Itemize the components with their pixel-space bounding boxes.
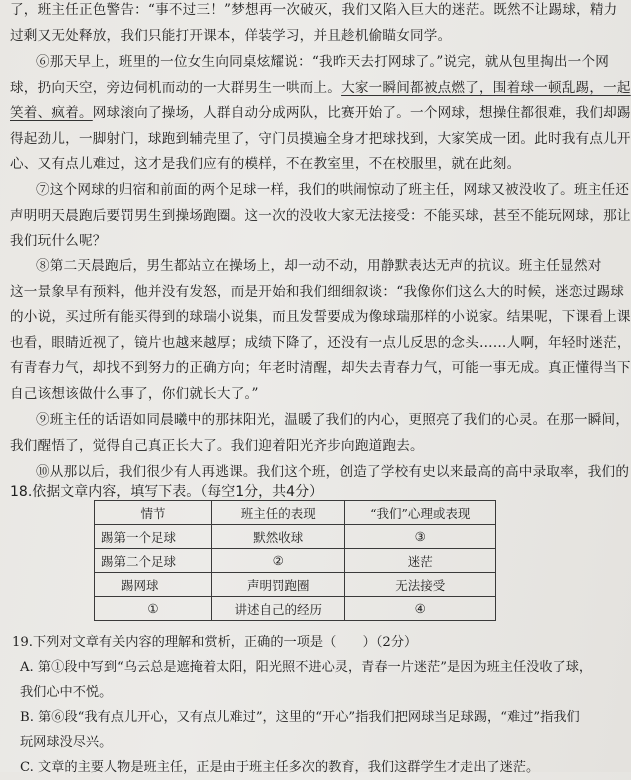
paragraph-9 <box>10 408 630 459</box>
table-row <box>95 597 496 621</box>
text-line: 这一景象早有预料，他并没有发怒，而是开始和我们细细叙谈：“我像你们这么大的时候，迷恋过踢球 <box>10 283 625 300</box>
text-span: 球，扔向天空，旁边伺机而动的一大群男生一哄而上。 <box>10 79 342 96</box>
question-19-prompt: 19.下列对文章有关内容的理解和赏析，正确的一项是（ ）（2分） <box>12 635 418 650</box>
text-line: 我们玩什么呢？ <box>10 233 107 250</box>
table-row <box>95 549 496 573</box>
answer-table <box>94 500 496 621</box>
paragraph-7 <box>10 178 631 255</box>
table-cell: 踢第一个足球 <box>95 525 212 549</box>
text-line: ⑧第二天晨跑后，男生都站立在操场上，却一动不动，用静默表达无声的抗议。班主任显然对 <box>36 258 602 274</box>
text-line: 自己该想该做什么事了，你们就长大了。” <box>10 385 259 402</box>
question-18-prompt: 18.依据文章内容，填写下表。（每空1分，共4分） <box>10 484 324 500</box>
text-line: 过剩又无处释放，我们只能打开课本，佯装学习，并且趁机偷瞄女同学。 <box>10 27 452 44</box>
table-row <box>95 525 496 549</box>
table-row <box>95 573 496 597</box>
table-cell: 默然收球 <box>211 525 345 549</box>
text-line: 心、又有点儿难过，这才是我们应有的模样，不在教室里，不在校服里，就在此刻。 <box>10 156 521 173</box>
text-line: ⑥那天早上，班里的一位女生向同桌炫耀说：“我昨天去打网球了。”说完，就从包里掏出一个网 <box>36 54 610 70</box>
text-line: 我们醒悟了，觉得自己真正长大了。我们迎着阳光齐步向跑道跑去。 <box>10 437 424 454</box>
text-line: 的小说，买过所有能买得到的球瑞小说集，而且发誓要成为像球瑞那样的小说家。结果呢，下课看上课 <box>10 309 631 326</box>
paragraph-8 <box>10 254 631 408</box>
column-header: 情节 <box>95 501 212 525</box>
option-b[interactable]: B. 第⑥段“我有点儿开心，又有点儿难过”，这里的“开心”指我们把网球当足球踢，“难过”指我们 <box>20 710 580 725</box>
text-line: ⑨班主任的话语如同晨曦中的那抹阳光，温暖了我们的内心，更照亮了我们的心灵。在那一瞬间， <box>36 412 630 428</box>
table-cell: 声明罚跑圈 <box>211 573 345 597</box>
text-line <box>10 101 631 127</box>
answer-blank[interactable]: ③ <box>345 525 496 549</box>
option-a[interactable]: A. 第①段中写到“乌云总是遮掩着太阳，阳光照不进心灵，青春一片迷茫”是因为班主任没收了球， <box>20 660 593 675</box>
passage-top <box>10 0 618 49</box>
option-a-cont: 我们心中不悦。 <box>20 685 113 700</box>
table-cell: 迷茫 <box>345 549 496 573</box>
option-c[interactable]: C. 文章的主要人物是班主任，正是由于班主任多次的教育，我们这群学生才走出了迷茫。 <box>20 760 540 775</box>
table-cell: 踢第二个足球 <box>95 549 212 573</box>
text-line: ⑦这个网球的归宿和前面的两个足球一样，我们的哄闹惊动了班主任，网球又被没收了。班主任还 <box>36 182 630 198</box>
option-b-cont: 玩网球没尽兴。 <box>20 735 113 750</box>
answer-blank[interactable]: ④ <box>345 597 496 621</box>
answer-blank[interactable]: ① <box>95 597 212 621</box>
table-cell: 讲述自己的经历 <box>211 597 345 621</box>
table-header-row <box>95 501 496 525</box>
text-line <box>10 76 631 102</box>
text-span: 网球滚向了操场，人群自动分成两队，比赛开始了。一个网球，想操住都很难，我们却踢 <box>92 105 631 122</box>
underlined-text: 大家一瞬间都被点燃了，围着球一顿乱踢，一起 <box>341 79 631 96</box>
text-line: 声明明天晨跑后要罚男生到操场跑圈。这一次的没收大家无法接受：不能买球，甚至不能玩网球，那让 <box>10 207 631 224</box>
answer-blank[interactable]: ② <box>211 549 345 573</box>
paragraph-6 <box>10 50 631 178</box>
column-header: “我们”心理或表现 <box>345 501 496 525</box>
table-cell: 踢网球 <box>95 573 212 597</box>
table-cell: 无法接受 <box>345 573 496 597</box>
column-header: 班主任的表现 <box>211 501 345 525</box>
text-line: 有青春力气，却找不到努力的正确方向；年老时清醒，却失去青春力气，可能一事无成。真正懂得当下 <box>10 360 631 377</box>
text-line: ⑩从那以后，我们很少有人再逃课。我们这个班，创造了学校有史以来最高的高中录取率，我们的 <box>36 464 630 480</box>
text-line: 了，班主任正色警告：“事不过三！”梦想再一次破灭，我们又陷入巨大的迷茫。既然不让踢球，精力 <box>10 2 618 18</box>
question-19 <box>12 630 601 780</box>
text-line: 得起劲儿，一脚射门，球跑到辅壳里了，守门员摸遍全身才把球找到，大家笑成一团。此时我有点儿开 <box>10 130 631 147</box>
underlined-text: 笑着、疯着。 <box>10 105 93 122</box>
text-line: 也看，眼睛近视了，镜片也越来越厚；成绩下降了，还没有一点儿反思的念头……人啊，年轻时迷茫， <box>10 334 631 351</box>
